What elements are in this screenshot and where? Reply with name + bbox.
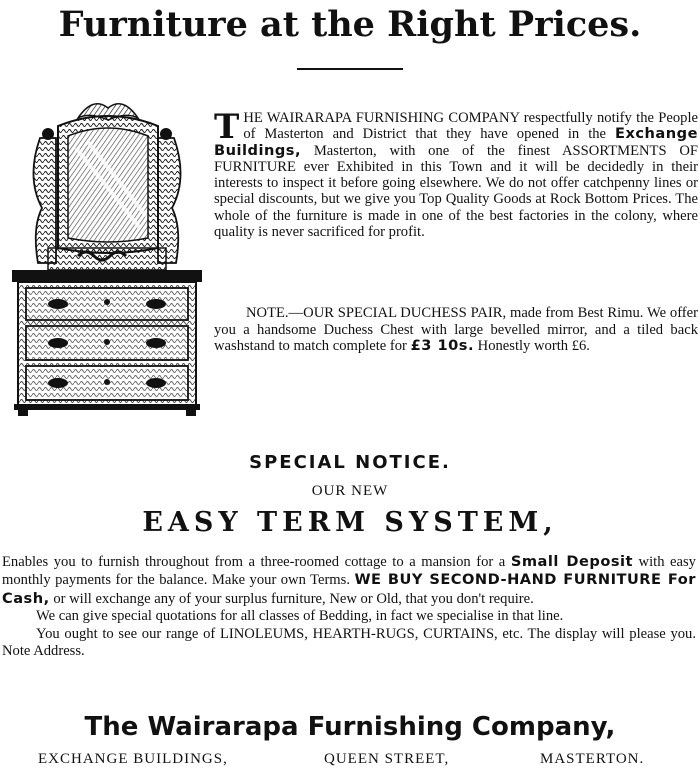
exchange-buildings-highlight: Exchange Buildings, xyxy=(214,125,698,159)
address-line xyxy=(0,748,700,770)
intro-text-1: HE WAIRARAPA FURNISHING COMPANY respectfully notify the People of Masterton and District that they have opened in the xyxy=(243,110,698,143)
address-building: EXCHANGE BUILDINGS, xyxy=(38,751,228,767)
address-street: QUEEN STREET, xyxy=(324,751,450,767)
our-new-label: OUR NEW xyxy=(311,483,389,499)
second-hand-highlight: WE BUY SECOND-HAND FURNITURE For Cash, xyxy=(2,571,696,607)
body-p1-text-1: Enables you to furnish throughout from a three-roomed cottage to a mansion for a xyxy=(2,554,511,570)
note-text-2: Honestly worth £6. xyxy=(474,338,590,354)
duchess-pair-note xyxy=(214,305,698,355)
body-paragraph-3: You ought to see our range of LINOLEUMS, HEARTH-RUGS, CURTAINS, etc. The display will please you. Note Address. xyxy=(2,625,696,660)
body-paragraph-1 xyxy=(2,553,696,608)
drop-cap: T xyxy=(214,107,240,147)
note-text-1: NOTE.—OUR SPECIAL DUCHESS PAIR, made from Best Rimu. We offer you a handsome Duchess Chest with large bevelled mirror, and a tiled back washstand to match complete for xyxy=(214,305,698,354)
duchess-chest-illustration-icon xyxy=(8,98,206,416)
company-name: The Wairarapa Furnishing Company, xyxy=(84,712,616,742)
intro-paragraph xyxy=(214,107,698,241)
note-price: £3 10s. xyxy=(410,337,474,354)
address-town: MASTERTON. xyxy=(540,751,645,767)
headline-rule xyxy=(297,68,403,70)
intro-text-2: Masterton, with one of the finest ASSORTMENTS OF FURNITURE ever Exhibited in this Town and it will be decidedly in their interests to inspect it before going elsewhere. We do not offer catchpenny lines or special discounts, but we give you Top Quality Goods at Rock Bottom Prices. The whole of the furniture is made in one of the best factories in the colony, where quality is never sacrificed for profit. xyxy=(214,142,698,241)
easy-term-body xyxy=(2,553,696,660)
easy-term-system-heading: EASY TERM SYSTEM, xyxy=(142,507,558,538)
body-p1-text-3: or will exchange any of your surplus furniture, New or Old, that you don't require. xyxy=(49,590,534,607)
body-p1-text-2: with easy monthly payments for the balance. Make your own Terms. xyxy=(2,554,696,589)
special-notice-heading: SPECIAL NOTICE. xyxy=(249,452,451,473)
body-paragraph-2: We can give special quotations for all classes of Bedding, in fact we specialise in that line. xyxy=(36,608,564,625)
small-deposit-highlight: Small Deposit xyxy=(510,553,634,570)
headline: Furniture at the Right Prices. xyxy=(58,4,642,45)
